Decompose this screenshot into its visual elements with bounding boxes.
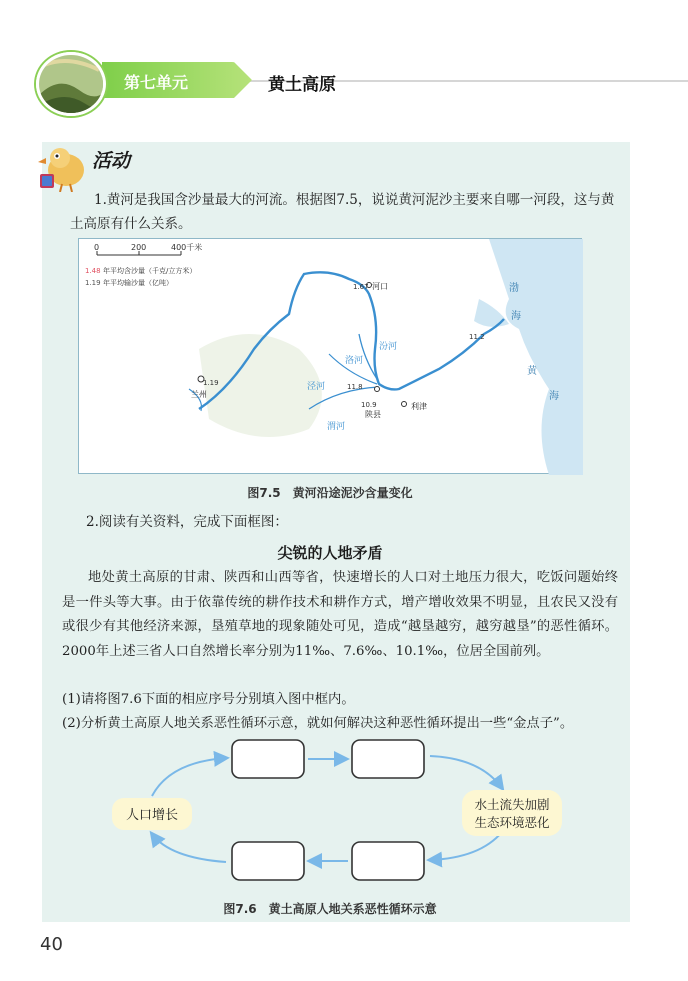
sea-label-hai1: 海	[511, 311, 521, 322]
value-shanxian: 10.9	[361, 401, 377, 409]
arrow-right-in	[430, 832, 502, 860]
unit-label: 第七单元	[124, 73, 189, 92]
place-lijin: 利津	[411, 402, 427, 411]
figure-7-6-caption: 图7.6 黄土高原人地关系恶性循环示意	[223, 902, 437, 916]
page-number: 40	[40, 934, 63, 955]
river-label-luo: 洛河	[345, 356, 364, 366]
place-shanxian: 陕县	[365, 410, 381, 419]
river-label-fen: 汾河	[379, 342, 398, 352]
lijin-marker	[402, 402, 407, 407]
label-population: 人口增长	[125, 808, 179, 823]
value-lanzhou: 1.19	[203, 379, 219, 387]
vicious-cycle-diagram	[90, 730, 610, 896]
task-2: (2)分析黄土高原人地关系恶性循环示意，就如何解决这种恶性循环提出一些“金点子”。	[62, 716, 574, 731]
label-erosion-line1: 水土流失加剧	[474, 797, 550, 812]
scale-label-0: 0	[94, 243, 100, 252]
figure-7-5-caption: 图7.5 黄河沿途泥沙含量变化	[247, 486, 413, 500]
yellow-river-map	[78, 238, 582, 474]
legend-value-1: 1.48	[85, 267, 101, 275]
cycle-box-bottom-left	[232, 842, 304, 880]
legend-label-2: 年平均输沙量（亿吨）	[103, 279, 173, 287]
scale-label-400: 400千米	[171, 243, 203, 252]
shanxian-marker	[375, 387, 380, 392]
activity-title: 活动	[92, 150, 131, 172]
legend-value-2: 1.19	[85, 279, 101, 287]
sea-label-huang: 黄	[527, 366, 537, 377]
value-mid: 11.8	[347, 383, 363, 391]
place-lanzhou: 兰州	[191, 390, 207, 399]
reading-title: 尖锐的人地矛盾	[277, 544, 383, 562]
arrow-right-down	[430, 756, 502, 788]
label-erosion-line2: 生态环境恶化	[474, 815, 550, 830]
place-hekou: 河口	[372, 282, 388, 291]
arrow-left-in	[152, 834, 226, 862]
sea-label-bo: 渤	[509, 283, 519, 294]
bird-mascot-icon	[36, 140, 94, 192]
legend-label-1: 年平均含沙量（千克/立方米）	[103, 267, 197, 275]
scale-label-200: 200	[131, 243, 147, 252]
cycle-box-bottom-right	[352, 842, 424, 880]
value-right: 11.2	[469, 333, 485, 341]
unit-title: 黄土高原	[268, 75, 336, 95]
arrow-left-up	[152, 758, 226, 796]
unit-logo-image	[36, 52, 106, 116]
cycle-box-top-right	[352, 740, 424, 778]
cycle-box-top-left	[232, 740, 304, 778]
reading-body: 地处黄土高原的甘肃、陕西和山西等省，快速增长的人口对土地压力很大，吃饭问题始终是一件头等大事。由于依靠传统的耕作技术和耕作方式，增产增收效果不明显，且农民又没有或很少有其他经济来源，垦殖草地的现象随处可见，造成“越垦越穷，越穷越垦”的恶性循环。2000年上述三省人口自然增长率分别为11‰、7.6‰、10.1‰，位居全国前列。	[62, 570, 618, 659]
value-hekou: 1.67	[353, 283, 369, 291]
question-1: 1.黄河是我国含沙量最大的河流。根据图7.5，说说黄河泥沙主要来自哪一河段，这与黄土高原有什么关系。	[70, 192, 615, 232]
question-2: 2.阅读有关资料，完成下面框图：	[86, 514, 288, 530]
river-label-wei: 渭河	[327, 422, 346, 432]
task-1: (1)请将图7.6下面的相应序号分别填入图中框内。	[62, 692, 355, 707]
river-label-jing: 泾河	[307, 382, 326, 392]
sea-label-hai2: 海	[549, 391, 559, 402]
